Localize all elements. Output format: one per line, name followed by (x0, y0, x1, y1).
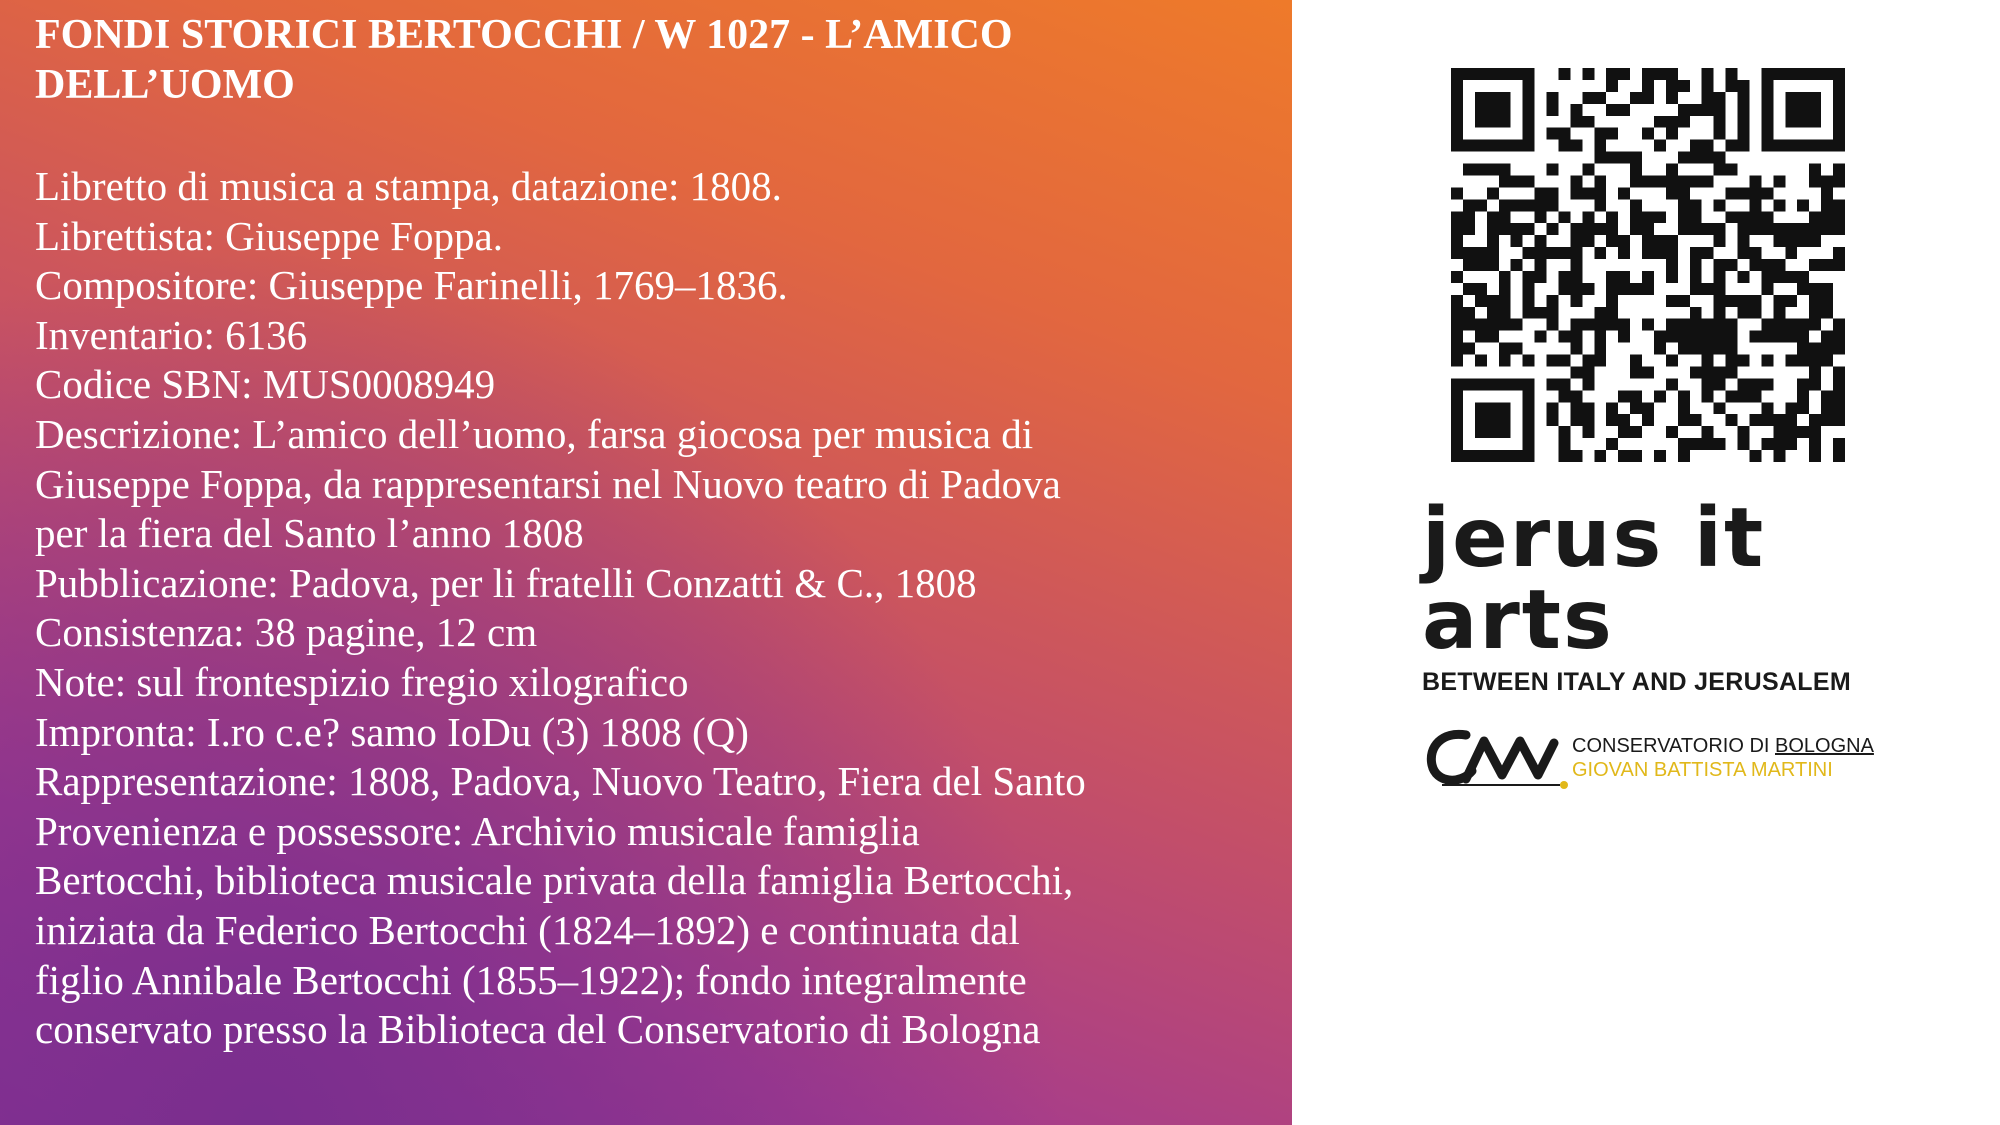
info-line: Pubblicazione: Padova, per li fratelli Conzatti & C., 1808 (35, 559, 977, 606)
logo-panel (1292, 0, 2000, 1125)
info-line: Consistenza: 38 pagine, 12 cm (35, 609, 538, 656)
info-line: Giuseppe Foppa, da rappresentarsi nel Nuovo teatro di Padova (35, 460, 1061, 507)
conservatorio-logo (1422, 725, 1892, 795)
info-line: Impronta: I.ro c.e? samo IoDu (3) 1808 (Q) (35, 708, 749, 755)
info-line: Rappresentazione: 1808, Padova, Nuovo Teatro, Fiera del Santo (35, 758, 1086, 805)
info-line: Compositore: Giuseppe Farinelli, 1769–1836. (35, 262, 788, 309)
info-line: Bertocchi, biblioteca musicale privata della famiglia Bertocchi, (35, 857, 1074, 904)
info-line: Descrizione: L’amico dell’uomo, farsa giocosa per musica di (35, 410, 1034, 457)
conservatorio-monogram-icon (1422, 725, 1572, 791)
conservatorio-city: BOLOGNA (1775, 735, 1874, 757)
info-line: iniziata da Federico Bertocchi (1824–1892) e continuata dal (35, 906, 1020, 953)
jerusit-tagline: BETWEEN ITALY AND JERUSALEM (1422, 668, 1851, 696)
page-title: FONDI STORICI BERTOCCHI / W 1027 - L’AMICO DELL’UOMO (35, 12, 1013, 108)
jerusit-wordmark: jerus it arts (1422, 491, 1766, 668)
info-line: Codice SBN: MUS0008949 (35, 361, 496, 408)
info-line: Provenienza e possessore: Archivio musicale famiglia (35, 807, 920, 854)
info-line: figlio Annibale Bertocchi (1855–1922); fondo integralmente (35, 956, 1027, 1003)
info-line: Libretto di musica a stampa, datazione: 1808. (35, 163, 782, 209)
info-line: Note: sul frontespizio fregio xilografico (35, 658, 689, 705)
info-line: conservato presso la Biblioteca del Conservatorio di Bologna (35, 1006, 1041, 1053)
jerusit-arts-logo (1422, 491, 1882, 697)
info-line: Librettista: Giuseppe Foppa. (35, 212, 503, 259)
conservatorio-name (1572, 734, 1874, 758)
info-line: Inventario: 6136 (35, 311, 308, 358)
info-line: per la fiera del Santo l’anno 1808 (35, 510, 584, 557)
conservatorio-subname: GIOVAN BATTISTA MARTINI (1572, 759, 1833, 781)
conservatorio-text (1572, 734, 1874, 782)
qr-code-icon[interactable] (1451, 68, 1845, 462)
record-details (35, 162, 1265, 1055)
conservatorio-name-prefix: CONSERVATORIO DI (1572, 735, 1775, 757)
